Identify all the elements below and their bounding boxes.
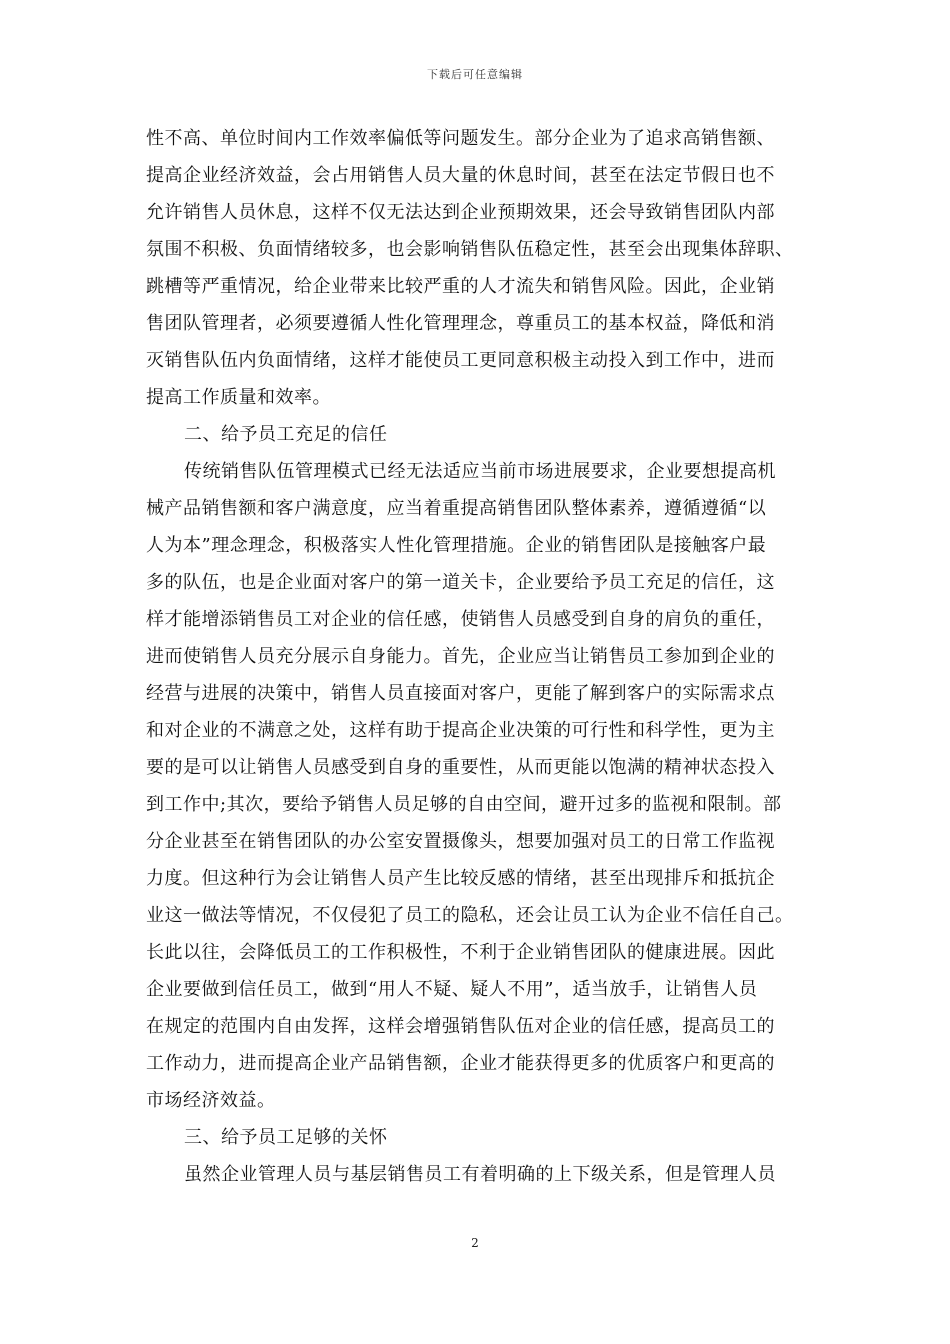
text-line: 业这一做法等情况，不仅侵犯了员工的隐私，还会让员工认为企业不信任自己。 bbox=[146, 905, 794, 926]
text-line: 提高企业经济效益，会占用销售人员大量的休息时间，甚至在法定节假日也不 bbox=[146, 165, 775, 186]
text-line: 和对企业的不满意之处，这样有助于提高企业决策的可行性和科学性，更为主 bbox=[146, 720, 775, 741]
text-line: 械产品销售额和客户满意度，应当着重提高销售团队整体素养，遵循遵循“以 bbox=[146, 498, 767, 519]
document-body bbox=[146, 120, 810, 1193]
text-line: 力度。但这种行为会让销售人员产生比较反感的情绪，甚至出现排斥和抵抗企 bbox=[146, 868, 775, 889]
text-line: 性不高、单位时间内工作效率偏低等问题发生。部分企业为了追求高销售额、 bbox=[146, 128, 775, 149]
text-line: 提高工作质量和效率。 bbox=[146, 387, 331, 408]
text-line: 售团队管理者，必须要遵循人性化管理理念，尊重员工的基本权益，降低和消 bbox=[146, 313, 775, 334]
text-line: 多的队伍，也是企业面对客户的第一道关卡，企业要给予员工充足的信任，这 bbox=[146, 572, 775, 593]
text-line: 氛围不积极、负面情绪较多，也会影响销售队伍稳定性，甚至会出现集体辞职、 bbox=[146, 239, 794, 260]
text-line: 样才能增添销售员工对企业的信任感，使销售人员感受到自身的肩负的重任， bbox=[146, 609, 775, 630]
text-line: 工作动力，进而提高企业产品销售额，企业才能获得更多的优质客户和更高的 bbox=[146, 1053, 775, 1074]
text-line: 长此以往，会降低员工的工作积极性，不利于企业销售团队的健康进展。因此 bbox=[146, 942, 775, 963]
text-line: 允许销售人员休息，这样不仅无法达到企业预期效果，还会导致销售团队内部 bbox=[146, 202, 775, 223]
text-line: 进而使销售人员充分展示自身能力。首先，企业应当让销售员工参加到企业的 bbox=[146, 646, 775, 667]
text-line: 企业要做到信任员工，做到“用人不疑、疑人不用”，适当放手，让销售人员 bbox=[146, 979, 758, 1000]
text-line: 要的是可以让销售人员感受到自身的重要性，从而更能以饱满的精神状态投入 bbox=[146, 757, 775, 778]
text-line: 市场经济效益。 bbox=[146, 1090, 276, 1111]
text-line: 灭销售队伍内负面情绪，这样才能使员工更同意积极主动投入到工作中，进而 bbox=[146, 350, 775, 371]
text-line: 虽然企业管理人员与基层销售员工有着明确的上下级关系，但是管理人员 bbox=[184, 1164, 776, 1185]
page-header: 下载后可任意编辑 bbox=[427, 68, 523, 81]
text-line: 在规定的范围内自由发挥，这样会增强销售队伍对企业的信任感，提高员工的 bbox=[146, 1016, 775, 1037]
section-heading: 三、给予员工足够的关怀 bbox=[184, 1127, 388, 1148]
text-line: 分企业甚至在销售团队的办公室安置摄像头，想要加强对员工的日常工作监视 bbox=[146, 831, 775, 852]
text-line: 人为本”理念理念，积极落实人性化管理措施。企业的销售团队是接触客户最 bbox=[146, 535, 767, 556]
text-line: 跳槽等严重情况，给企业带来比较严重的人才流失和销售风险。因此，企业销 bbox=[146, 276, 775, 297]
text-line: 到工作中;其次，要给予销售人员足够的自由空间，避开过多的监视和限制。部 bbox=[146, 794, 782, 815]
page-number: 2 bbox=[471, 1236, 479, 1250]
text-line: 经营与进展的决策中，销售人员直接面对客户，更能了解到客户的实际需求点 bbox=[146, 683, 775, 704]
section-heading: 二、给予员工充足的信任 bbox=[184, 424, 388, 445]
text-line: 传统销售队伍管理模式已经无法适应当前市场进展要求，企业要想提高机 bbox=[184, 461, 776, 482]
